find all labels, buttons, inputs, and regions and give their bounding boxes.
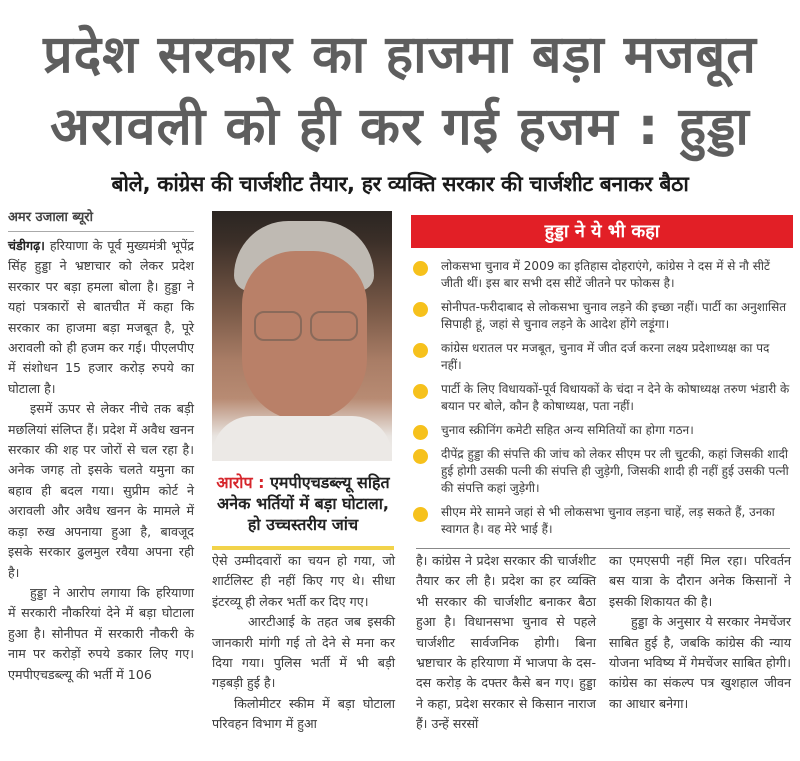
paragraph: हुड्डा के अनुसार ये सरकार नेमचेंजर साबित हुई है, जबकि कांग्रेस की न्याय योजना भविष्य में गेमचेंजर साबित होगी। कांग्रेस का संकल्प पत्र खुशहाल जीवन का आधार बनेगा। (609, 614, 791, 711)
bullet-dot-icon (413, 507, 428, 522)
paragraph: आरटीआई के तहत जब इसकी जानकारी मांगी गई तो देने से मना कर दिया गया। पुलिस भर्ती में भी बड़ी गड़बड़ी हुई है। (212, 614, 395, 691)
paragraph: हुड्डा ने आरोप लगाया कि हरियाणा में सरकारी नौकरियां देने में बड़ा घोटाला हुआ है। सोनीपत में सरकारी नौकरी के नाम पर करोड़ों रुपये डकार लिए गए। एमपीएचडब्ल्यू की भर्ती में 106 (8, 584, 194, 682)
article-column-2 (212, 551, 395, 735)
bullet-dot-icon (413, 425, 428, 440)
article-column-3 (416, 551, 596, 735)
list-item: कांग्रेस धरातल पर मजबूत, चुनाव में जीत दर्ज करना लक्ष्य प्रदेशाध्यक्ष का पद नहीं। (411, 340, 793, 374)
photo-glasses-right (310, 311, 358, 341)
list-item: दीपेंद्र हुड्डा की संपत्ति की जांच को लेकर सीएम पर ली चुटकी, कहां जिसकी शादी हुई होगी उसकी पत्नी की संपत्ति ही जुड़ेगी, जिसकी शादी ही नहीं हुई उसकी पत्नी की संपत्ति कहां जुड़ेगी। (411, 446, 793, 497)
caption-label: आरोप : (216, 473, 265, 492)
paragraph: चंडीगढ़। हरियाणा के पूर्व मुख्यमंत्री भूपेंद्र सिंह हुड्डा ने भ्रष्टाचार को लेकर प्रदेश सरकार पर बड़ा हमला बोला है। हुड्डा ने यहां पत्रकारों से बातचीत में कहा कि सरकार का हाजमा बड़ा मजबूत है, पूरे अरावली को ही हजम कर गई। पीएलपीए में संशोधन 15 हजार करोड़ रुपये का घोटाला है। (8, 238, 194, 396)
caption-divider (212, 546, 394, 550)
paragraph: इसमें ऊपर से लेकर नीचे तक बड़ी मछलियां संलिप्त हैं। प्रदेश में अवैध खनन सरकार की शह पर जोरों से चल रहा है। अनेक जगह तो इसके चलते यमुना का बहाव ही बदल गया। सुप्रीम कोर्ट ने अरावली और अवैध खनन के मामले में कड़ा रुख अपनाया हुआ है, बावजूद इसके सरकार ढुलमुल रवैया अपना रही है। (8, 401, 194, 580)
headline-line-1: प्रदेश सरकार का हाजमा बड़ा मजबूत (43, 25, 757, 85)
sidebar-title: हुड्डा ने ये भी कहा (411, 215, 793, 248)
sidebar-bullet-list (411, 258, 793, 545)
list-item: चुनाव स्क्रीनिंग कमेटी सहित अन्य समितियों का होगा गठन। (411, 422, 793, 439)
list-item: सोनीपत-फरीदाबाद से लोकसभा चुनाव लड़ने की इच्छा नहीं। पार्टी का अनुशासित सिपाही हूं, जहां से चुनाव लड़ने के आदेश होंगे लड़ूंगा। (411, 299, 793, 333)
bullet-dot-icon (413, 261, 428, 276)
list-item: पार्टी के लिए विधायकों-पूर्व विधायकों के चंदा न देने के कोषाध्यक्ष तरुण भंडारी के बयान पर बोले, कौन है कोषाध्यक्ष, पता नहीं। (411, 381, 793, 415)
bullet-dot-icon (413, 449, 428, 464)
paragraph: का एमएसपी नहीं मिल रहा। परिवर्तन बस यात्रा के दौरान अनेक किसानों ने इसकी शिकायत की है। (609, 553, 791, 609)
paragraph: किलोमीटर स्कीम में बड़ा घोटाला परिवहन विभाग में हुआ (212, 695, 395, 732)
headline-line-2: अरावली को ही कर गई हजम : हुड्डा (50, 97, 750, 157)
paragraph: ऐसे उम्मीदवारों का चयन हो गया, जो शार्टलिस्ट ही नहीं किए गए थे। सीधा इंटरव्यू ही लेकर भर्ती कर दिए गए। (212, 553, 395, 609)
bullet-dot-icon (413, 302, 428, 317)
list-item: लोकसभा चुनाव में 2009 का इतिहास दोहराएंगे, कांग्रेस ने दस में से नौ सीटें जीती थीं। इस बार सभी दस सीटें जीतने पर फोकस है। (411, 258, 793, 292)
paragraph: है। कांग्रेस ने प्रदेश सरकार की चार्जशीट तैयार कर ली है। प्रदेश का हर व्यक्ति भी सरकार की चार्जशीट बनाकर बैठा हुआ है। विधानसभा चुनाव से पहले चार्जशीट सार्वजनिक होगी। बिना भ्रष्टाचार के हरियाणा में भाजपा के दस-दस करोड़ के दफ्तर कैसे बन गए। हुड्डा ने कहा, प्रदेश सरकार से किसान नाराज हैं। उन्हें सरसों (416, 553, 596, 732)
list-item: सीएम मेरे सामने जहां से भी लोकसभा चुनाव लड़ना चाहें, लड़ सकते हैं, उनका स्वागत है। वह मेरे भाई हैं। (411, 504, 793, 538)
article-column-1 (8, 236, 194, 685)
bullet-dot-icon (413, 343, 428, 358)
subheadline: बोले, कांग्रेस की चार्जशीट तैयार, हर व्यक्ति सरकार की चार्जशीट बनाकर बैठा (111, 172, 689, 196)
article-column-4 (609, 551, 791, 714)
sidebar-divider (416, 548, 790, 549)
photo-caption (208, 472, 398, 535)
dateline: चंडीगढ़। (8, 238, 45, 253)
photo-glasses-left (254, 311, 302, 341)
portrait-photo (212, 211, 392, 461)
byline: अमर उजाला ब्यूरो (8, 208, 194, 232)
bullet-dot-icon (413, 384, 428, 399)
caption-text: एमपीएचडब्ल्यू सहित अनेक भर्तियों में बड़ा घोटाला, हो उच्चस्तरीय जांच (217, 473, 390, 534)
photo-shirt (212, 416, 392, 461)
